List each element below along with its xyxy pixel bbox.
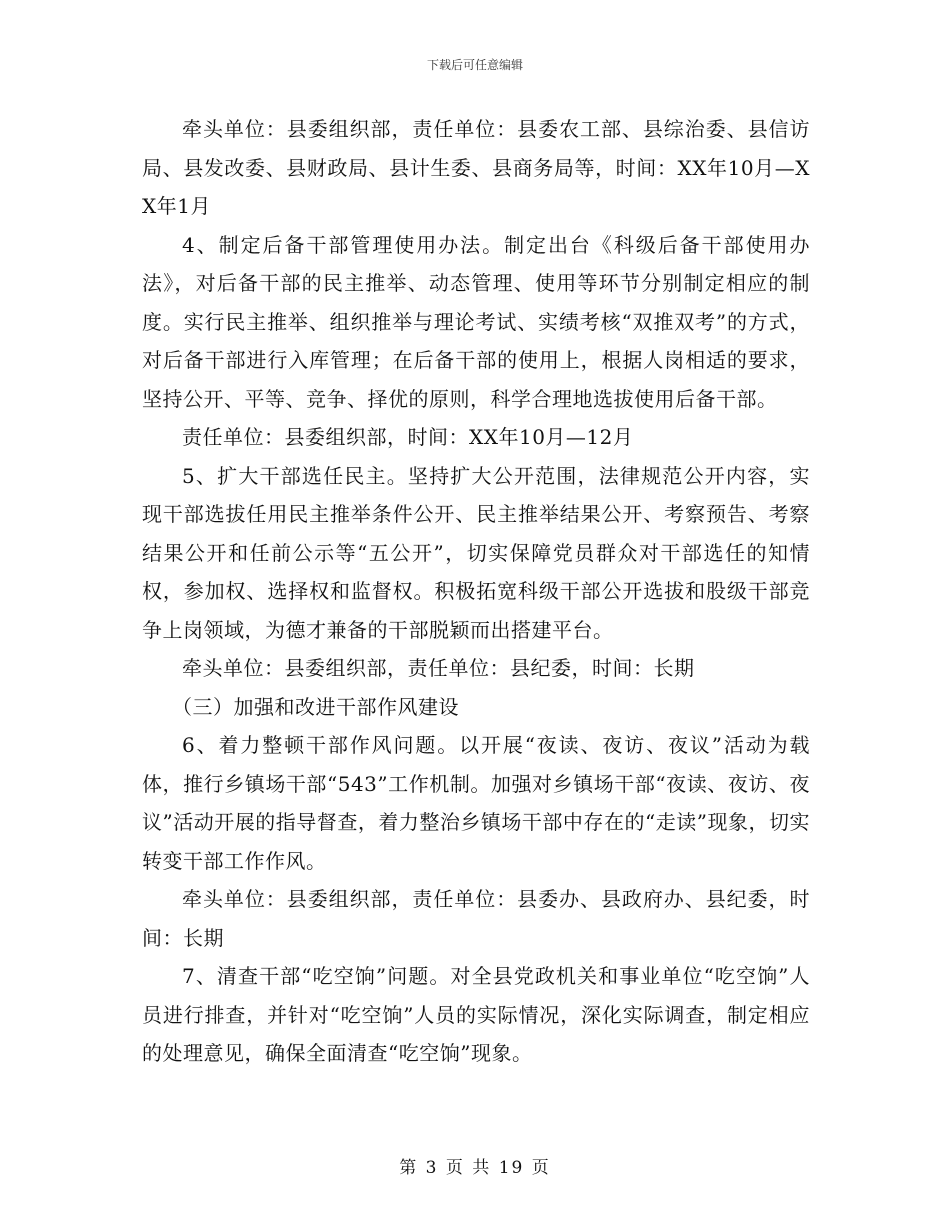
paragraph-lead-unit-1: 牵头单位：县委组织部，责任单位：县委农工部、县综治委、县信访局、县发改委、县财政局、县计生委、县商务局等，时间：XX年10月—XX年1月 — [142, 117, 810, 218]
header-note: 下载后可任意编辑 — [426, 58, 523, 72]
page-number-footer: 第 3 页 共 19 页 — [399, 1158, 551, 1178]
document-body — [142, 110, 810, 1073]
paragraph-item-6: 6、着力整顿干部作风问题。以开展“夜读、夜访、夜议”活动为载体，推行乡镇场干部“543”工作机制。加强对乡镇场干部“夜读、夜访、夜议”活动开展的指导督查，着力整治乡镇场干部中存在的“走读”现象，切实转变干部工作作风。 — [142, 733, 810, 873]
paragraph-item-7: 7、清查干部“吃空饷”问题。对全县党政机关和事业单位“吃空饷”人员进行排查，并针对“吃空饷”人员的实际情况，深化实际调查，制定相应的处理意见，确保全面清查“吃空饷”现象。 — [142, 964, 810, 1065]
paragraph-lead-unit-2: 牵头单位：县委组织部，责任单位：县纪委，时间：长期 — [182, 656, 695, 680]
paragraph-lead-unit-3: 牵头单位：县委组织部，责任单位：县委办、县政府办、县纪委，时间：长期 — [142, 887, 810, 950]
section-heading-3: （三）加强和改进干部作风建设 — [172, 694, 459, 719]
paragraph-item-5: 5、扩大干部选任民主。坚持扩大公开范围，法律规范公开内容，实现干部选拔任用民主推举条件公开、民主推举结果公开、考察预告、考察结果公开和任前公示等“五公开”，切实保障党员群众对干部选任的知情权，参加权、选择权和监督权。积极拓宽科级干部公开选拔和股级干部竞争上岗领域，为德才兼备的干部脱颖而出搭建平台。 — [142, 463, 810, 642]
paragraph-item-4: 4、制定后备干部管理使用办法。制定出台《科级后备干部使用办法》，对后备干部的民主推举、动态管理、使用等环节分别制定相应的制度。实行民主推举、组织推举与理论考试、实绩考核“双推双考”的方式，对后备干部进行入库管理；在后备干部的使用上，根据人岗相适的要求，坚持公开、平等、竞争、择优的原则，科学合理地选拔使用后备干部。 — [142, 232, 810, 411]
paragraph-responsible-unit-1: 责任单位：县委组织部，时间：XX年10月—12月 — [182, 425, 634, 449]
